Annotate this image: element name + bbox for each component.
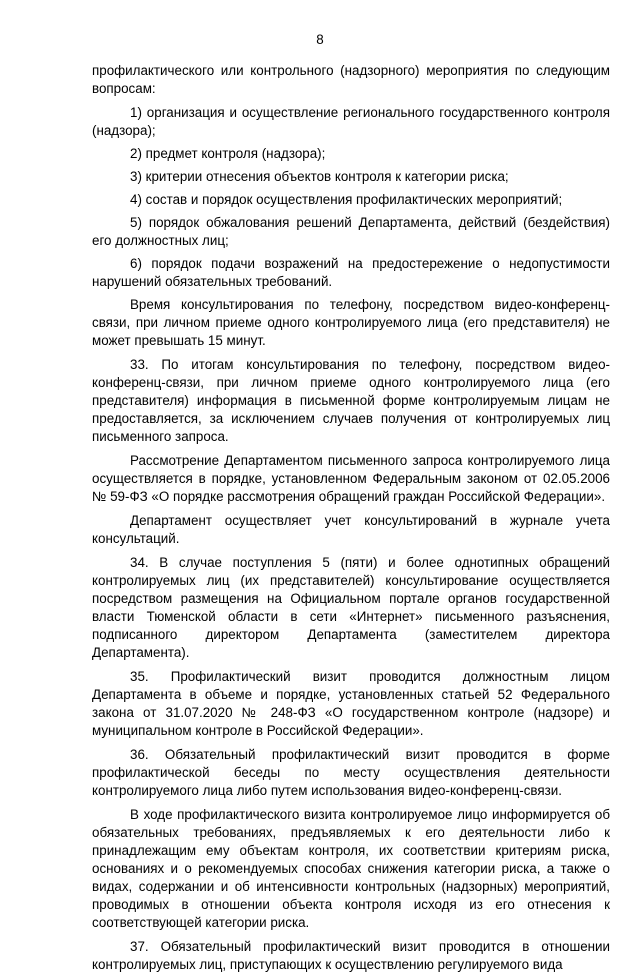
paragraph-36: 36. Обязательный профилактический визит проводится в форме профилактической беседы по месту осуществления деятельности контролируемого лица либо путем использования видео-конференц-связи. bbox=[92, 747, 610, 798]
paragraph-35: 35. Профилактический визит проводится должностным лицом Департамента в объеме и порядке, установленных статьей 52 Федерального закона от 31.07.2020 № 248-ФЗ «О государственном контроле (надзоре) и муниципальном контроле в Российской Федерации». bbox=[92, 669, 610, 738]
body-text bbox=[92, 62, 610, 980]
paragraph-33: 33. По итогам консультирования по телефону, посредством видео-конференц-связи, при личном приеме одного контролируемого лица (его представителя) информация в письменной форме контролируемым лицам не предоставляется, за исключением случаев получения от контролируемых лиц письменного запроса. bbox=[92, 357, 610, 444]
list-item-6: 6) порядок подачи возражений на предостережение о недопустимости нарушений обязательных требований. bbox=[92, 256, 610, 289]
paragraph-written-request: Рассмотрение Департаментом письменного запроса контролируемого лица осуществляется в порядке, установленном Федеральным законом от 02.05.2006 № 59-ФЗ «О порядке рассмотрения обращений граждан Российской Федерации». bbox=[92, 453, 610, 504]
list-item-2: 2) предмет контроля (надзора); bbox=[130, 146, 326, 161]
page-number: 8 bbox=[316, 32, 324, 47]
paragraph-continuation: профилактического или контрольного (надзорного) мероприятия по следующим вопросам: bbox=[92, 63, 610, 96]
paragraph-37: 37. Обязательный профилактический визит проводится в отношении контролируемых лиц, приступающих к осуществлению регулируемого вида bbox=[92, 939, 610, 972]
paragraph-34: 34. В случае поступления 5 (пяти) и более однотипных обращений контролируемых лиц (их представителей) консультирование осуществляется посредством размещения на Официальном портале органов государственной власти Тюменской области в сети «Интернет» письменного разъяснения, подписанного директором Департамента (заместителем директора Департамента). bbox=[92, 555, 610, 660]
list-item-5: 5) порядок обжалования решений Департамента, действий (бездействия) его должностных лиц; bbox=[92, 215, 610, 248]
paragraph-visit-information: В ходе профилактического визита контролируемое лицо информируется об обязательных требованиях, предъявляемых к его деятельности либо к принадлежащим ему объектам контроля, их соответствии критериям риска, основаниях и о рекомендуемых способах снижения категории риска, а также о видах, содержании и об интенсивности контрольных (надзорных) мероприятий, проводимых в отношении объекта контроля исходя из его отнесения к соответствующей категории риска. bbox=[92, 807, 610, 930]
list-item-3: 3) критерии отнесения объектов контроля к категории риска; bbox=[130, 169, 509, 184]
list-item-4: 4) состав и порядок осуществления профилактических мероприятий; bbox=[130, 192, 563, 207]
paragraph-consultation-log: Департамент осуществляет учет консультирований в журнале учета консультаций. bbox=[92, 513, 610, 546]
list-item-1: 1) организация и осуществление регионального государственного контроля (надзора); bbox=[92, 105, 610, 138]
paragraph-consultation-time: Время консультирования по телефону, посредством видео-конференц-связи, при личном приеме одного контролируемого лица (его представителя) не может превышать 15 минут. bbox=[92, 297, 610, 348]
